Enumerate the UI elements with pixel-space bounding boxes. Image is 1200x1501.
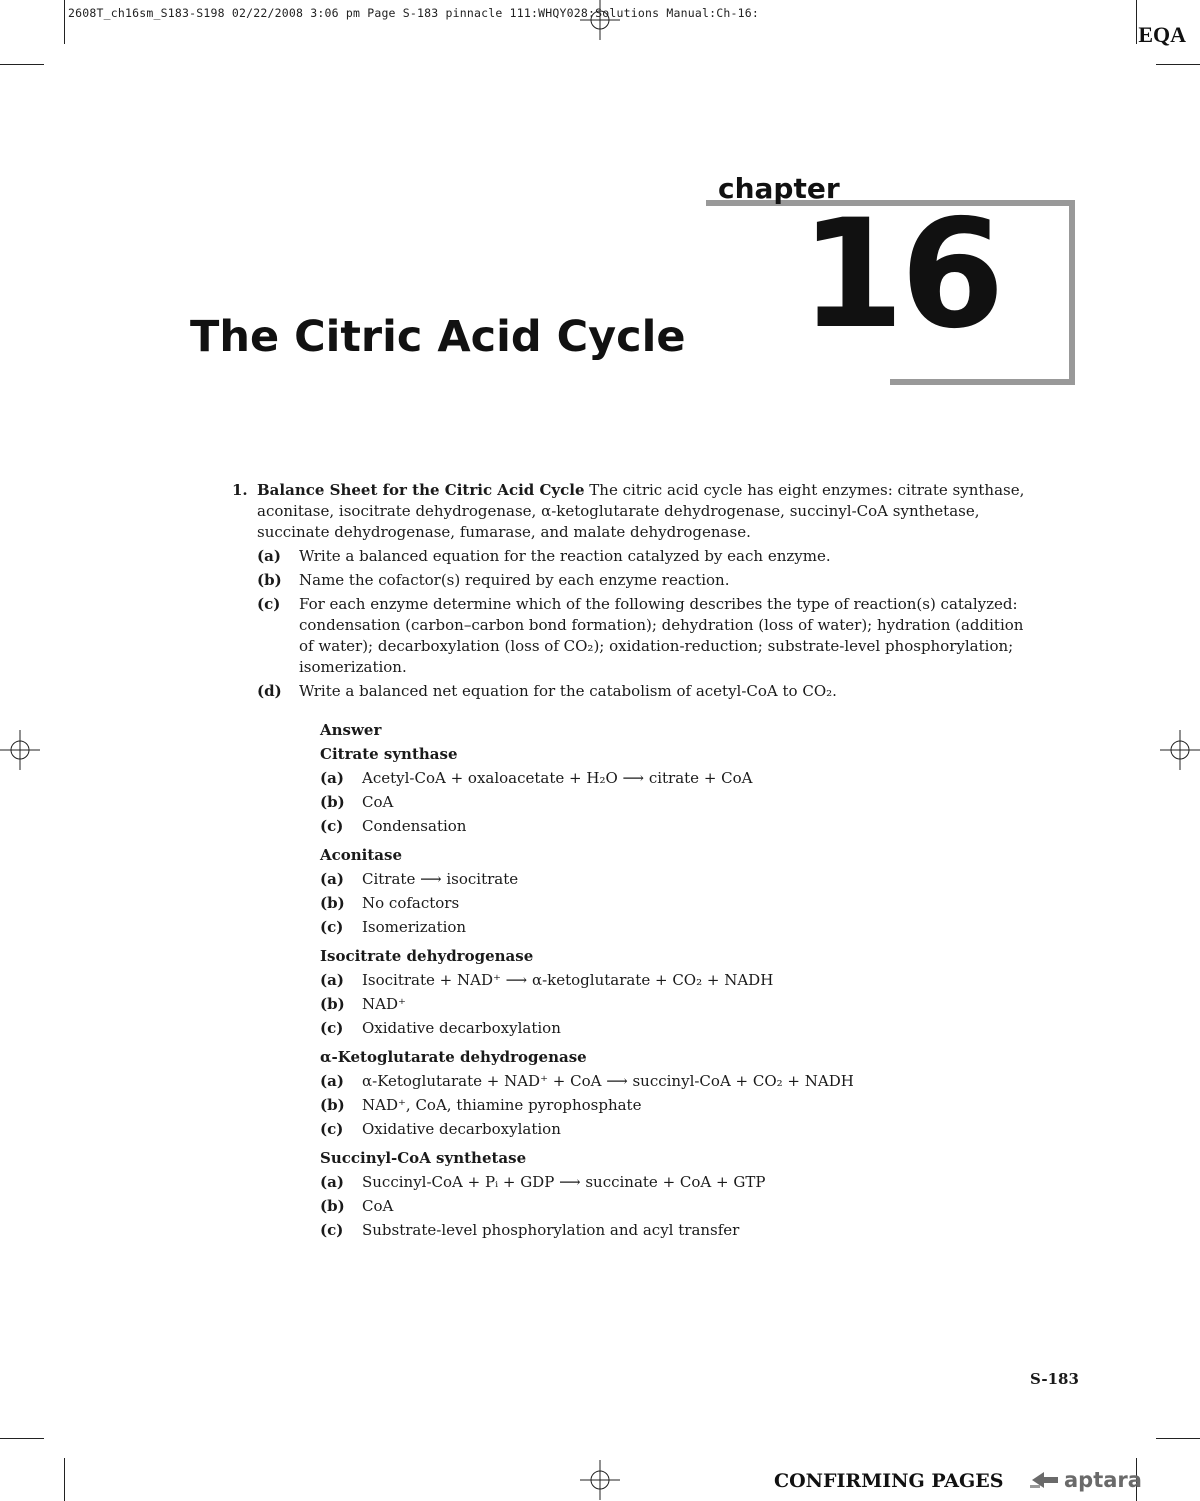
answer-text: α-Ketoglutarate + NAD⁺ + CoA ⟶ succinyl-CoA + CO₂ + NADH (362, 1072, 854, 1090)
aptara-mark-icon (1030, 1469, 1060, 1491)
trim-mark (1156, 1438, 1200, 1439)
answer-line (320, 1095, 1042, 1116)
answer-text: Succinyl-CoA + Pᵢ + GDP ⟶ succinate + CoA + GTP (362, 1173, 766, 1191)
enzyme-block (320, 1047, 1042, 1140)
answer-label: (a) (320, 870, 344, 888)
answer-line (320, 1018, 1042, 1039)
answer-line (320, 1196, 1042, 1217)
question-part (257, 570, 1042, 591)
enzyme-block (320, 845, 1042, 938)
corner-tag: EQA (1138, 22, 1186, 47)
registration-mark-icon (580, 1460, 620, 1500)
answer-text: Oxidative decarboxylation (362, 1019, 561, 1037)
question-heading (232, 480, 1042, 543)
registration-mark-icon (0, 730, 40, 770)
answer-text: Substrate-level phosphorylation and acyl transfer (362, 1221, 740, 1239)
trim-mark (1156, 64, 1200, 65)
aptara-wordmark: aptara (1064, 1468, 1142, 1492)
part-label: (a) (257, 547, 281, 565)
answer-label: (c) (320, 817, 344, 835)
answer-label: (b) (320, 1197, 345, 1215)
question-text: The citric acid cycle has eight enzymes: citrate synthase, aconitase, isocitrate dehydrogenase, α-ketoglutarate dehydrogenase, succinyl-CoA synthetase, succinate dehydrogenase, fumarase, and malate dehydrogenase. (257, 481, 1025, 541)
trim-mark (64, 0, 65, 44)
answer-text: NAD⁺ (362, 995, 406, 1013)
question-part (257, 681, 1042, 702)
answer-label: (a) (320, 1072, 344, 1090)
answer-line (320, 869, 1042, 890)
answer-label: (a) (320, 1173, 344, 1191)
enzyme-name: Isocitrate dehydrogenase (320, 947, 534, 965)
trim-mark (64, 1458, 65, 1501)
answer-line (320, 1119, 1042, 1140)
answer-line (320, 1220, 1042, 1241)
part-label: (d) (257, 682, 282, 700)
chapter-number: 16 (800, 188, 1001, 362)
registration-mark-icon (1160, 730, 1200, 770)
part-text: Name the cofactor(s) required by each enzyme reaction. (299, 571, 730, 589)
answer-text: Isomerization (362, 918, 467, 936)
confirming-pages-label: CONFIRMING PAGES (774, 1470, 1004, 1492)
enzyme-block (320, 744, 1042, 837)
enzyme-name: Aconitase (320, 846, 403, 864)
answer-line (320, 917, 1042, 938)
chapter-label: chapter (718, 172, 840, 205)
answer-label: (a) (320, 971, 344, 989)
question-part (257, 594, 1042, 678)
answer-text: Citrate ⟶ isocitrate (362, 870, 519, 888)
question-title: Balance Sheet for the Citric Acid Cycle (257, 481, 585, 499)
part-text: Write a balanced net equation for the catabolism of acetyl-CoA to CO₂. (299, 682, 837, 700)
answer-text: CoA (362, 1197, 394, 1215)
answer-label: (c) (320, 1019, 344, 1037)
answer-section (320, 720, 1042, 1241)
trim-mark (1136, 0, 1137, 44)
answer-label: (c) (320, 918, 344, 936)
aptara-logo (1030, 1468, 1142, 1492)
answer-line (320, 768, 1042, 789)
trim-mark (0, 64, 44, 65)
enzyme-block (320, 946, 1042, 1039)
answer-label: (b) (320, 1096, 345, 1114)
answer-line (320, 970, 1042, 991)
part-label: (b) (257, 571, 282, 589)
answer-text: Isocitrate + NAD⁺ ⟶ α-ketoglutarate + CO₂ + NADH (362, 971, 774, 989)
print-slug: 2608T_ch16sm_S183-S198 02/22/2008 3:06 pm Page S-183 pinnacle 111:WHQY028:Solutions Manual:Ch-16: (68, 6, 759, 20)
answer-line (320, 792, 1042, 813)
answer-label: (c) (320, 1120, 344, 1138)
answer-label: (a) (320, 769, 344, 787)
answer-title: Answer (320, 721, 382, 739)
answer-text: Oxidative decarboxylation (362, 1120, 561, 1138)
problem-body (232, 480, 1042, 1249)
question-number: 1. (232, 481, 248, 499)
answer-label: (b) (320, 894, 345, 912)
enzyme-name: α-Ketoglutarate dehydrogenase (320, 1048, 587, 1066)
enzyme-name: Succinyl-CoA synthetase (320, 1149, 527, 1167)
trim-mark (0, 1438, 44, 1439)
answer-line (320, 994, 1042, 1015)
answer-line (320, 1172, 1042, 1193)
answer-label: (b) (320, 793, 345, 811)
answer-line (320, 1071, 1042, 1092)
part-text: Write a balanced equation for the reaction catalyzed by each enzyme. (299, 547, 831, 565)
question-part (257, 546, 1042, 567)
answer-text: Condensation (362, 817, 467, 835)
part-label: (c) (257, 595, 281, 613)
answer-label: (c) (320, 1221, 344, 1239)
answer-label: (b) (320, 995, 345, 1013)
enzyme-block (320, 1148, 1042, 1241)
answer-text: No cofactors (362, 894, 460, 912)
page-number: S-183 (1030, 1370, 1079, 1388)
answer-text: Acetyl-CoA + oxaloacetate + H₂O ⟶ citrate + CoA (362, 769, 753, 787)
answer-text: CoA (362, 793, 394, 811)
answer-text: NAD⁺, CoA, thiamine pyrophosphate (362, 1096, 642, 1114)
answer-line (320, 893, 1042, 914)
answer-line (320, 816, 1042, 837)
part-text: For each enzyme determine which of the following describes the type of reaction(s) catalyzed: condensation (carbon–carbon bond formation); dehydration (loss of water); hydration (addition of water); decarboxylation (loss of CO₂); oxidation-reduction; substrate-level phosphorylation; isomerization. (299, 595, 1024, 676)
enzyme-name: Citrate synthase (320, 745, 458, 763)
chapter-title: The Citric Acid Cycle (190, 312, 686, 362)
